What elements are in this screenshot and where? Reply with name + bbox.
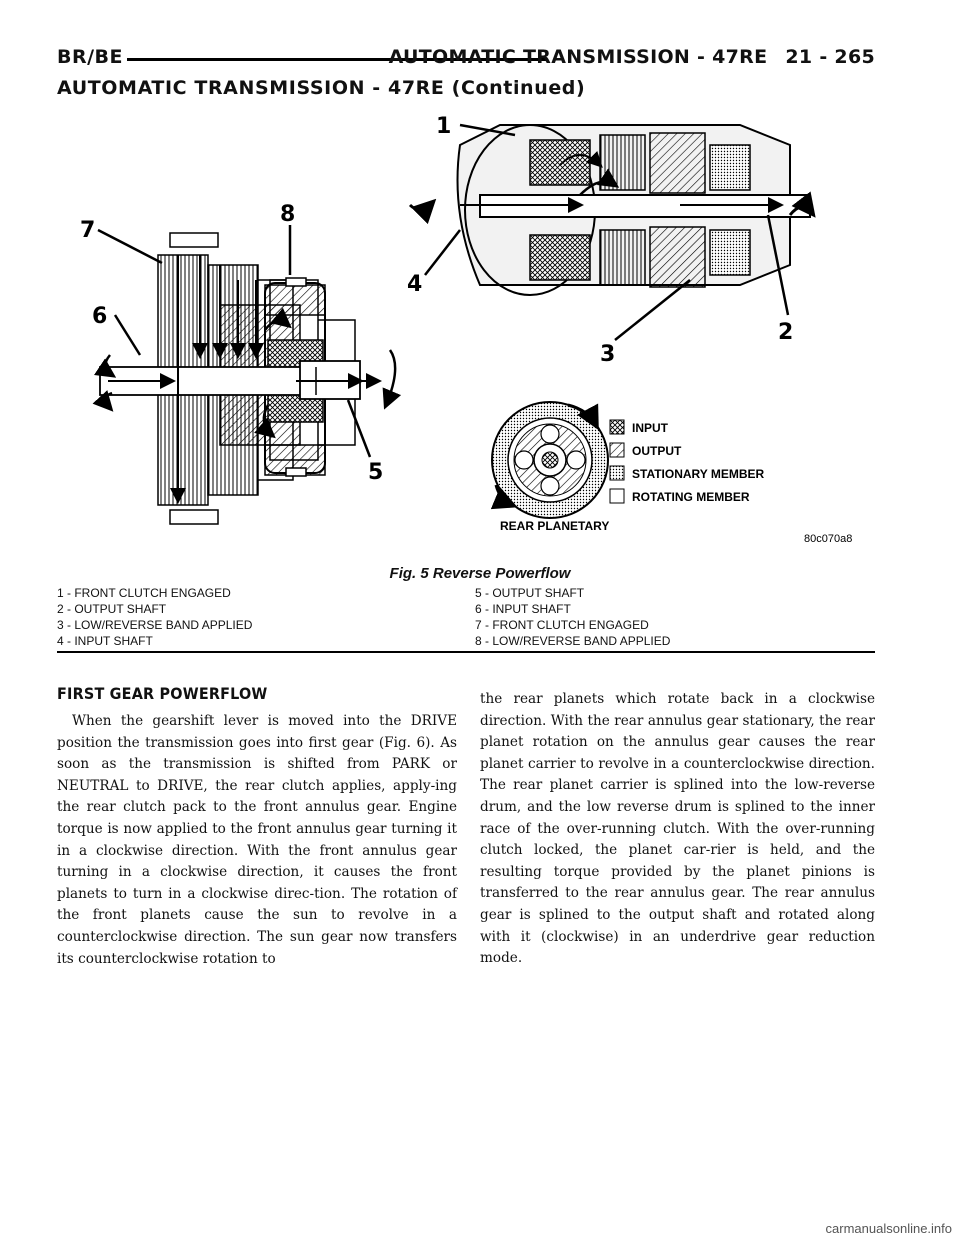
legend-item: 4 - INPUT SHAFT bbox=[57, 634, 153, 648]
legend-divider bbox=[57, 651, 875, 653]
callout-2: 2 bbox=[778, 320, 794, 345]
legend-item: 5 - OUTPUT SHAFT bbox=[475, 586, 585, 600]
legend-right-column bbox=[475, 585, 875, 649]
legend-item: 7 - FRONT CLUTCH ENGAGED bbox=[475, 618, 649, 632]
legend-item: 2 - OUTPUT SHAFT bbox=[57, 602, 167, 616]
header-section-code: BR/BE bbox=[57, 46, 124, 68]
page-header bbox=[57, 46, 875, 72]
callout-1: 1 bbox=[436, 114, 452, 139]
legend-item: 3 - LOW/REVERSE BAND APPLIED bbox=[57, 618, 253, 632]
rear-planetary-disc bbox=[492, 402, 608, 518]
callout-7: 7 bbox=[80, 218, 96, 243]
figure-code: 80c070a8 bbox=[804, 533, 853, 545]
key-input-label: INPUT bbox=[632, 421, 668, 435]
section-title: FIRST GEAR POWERFLOW bbox=[57, 684, 268, 703]
key-stationary-label: STATIONARY MEMBER bbox=[632, 467, 765, 481]
powerflow-illustration bbox=[60, 105, 870, 560]
figure-caption: Fig. 5 Reverse Powerflow bbox=[389, 565, 571, 582]
watermark: carmanualsonline.info bbox=[825, 1221, 952, 1236]
callout-5: 5 bbox=[368, 460, 384, 485]
stationary-swatch bbox=[610, 466, 624, 480]
rotating-swatch bbox=[610, 489, 624, 503]
key-rotating-label: ROTATING MEMBER bbox=[632, 490, 750, 504]
planetary-label: REAR PLANETARY bbox=[500, 519, 610, 533]
legend-item: 6 - INPUT SHAFT bbox=[475, 602, 571, 616]
callout-6: 6 bbox=[92, 304, 108, 329]
continued-title: AUTOMATIC TRANSMISSION - 47RE (Continued) bbox=[57, 77, 586, 99]
header-title: AUTOMATIC TRANSMISSION - 47RE bbox=[388, 46, 768, 68]
body-text-left: When the gearshift lever is moved into the DRIVE position the transmission goes into first gear (Fig. 6). As soon as the transmission is shifted from PARK or NEUTRAL to DRIVE, the rear clutch applies, apply-ing the rear clutch pack to the front annulus gear. Engine torque is now applied to the front annulus gear turning it in a clockwise direction. With the front annulus gear turning in a clockwise direction, it causes the front planets to turn in a clockwise direc-tion. The rotation of the front planets cause the sun to revolve in a counterclockwise direction. The sun gear now transfers its counterclockwise rotation to bbox=[57, 713, 457, 967]
output-swatch bbox=[610, 443, 624, 457]
callout-4: 4 bbox=[407, 272, 423, 297]
input-swatch bbox=[610, 420, 624, 434]
section-schematic bbox=[100, 233, 395, 524]
legend-item: 1 - FRONT CLUTCH ENGAGED bbox=[57, 586, 231, 600]
legend-left-column bbox=[57, 585, 457, 649]
legend-item: 8 - LOW/REVERSE BAND APPLIED bbox=[475, 634, 671, 648]
page-number: 21 - 265 bbox=[785, 46, 875, 68]
cutaway-illustration bbox=[410, 125, 812, 295]
header-title-block bbox=[389, 46, 875, 68]
callout-8: 8 bbox=[280, 202, 296, 227]
key-output-label: OUTPUT bbox=[632, 444, 682, 458]
reverse-powerflow-figure bbox=[60, 105, 870, 560]
body-text-right: the rear planets which rotate back in a clockwise direction. With the rear annulus gear stationary, the rear planet rotation on the annulus gear causes the rear planet carrier to revolve in a counterclockwise direction. The rear planet carrier is splined into the low-reverse drum, and the low reverse drum is splined to the inner race of the over-running clutch. With the over-running clutch locked, the planet car-rier is held, and the resulting torque provided by the planet pinions is transferred to the rear annulus gear. The rear annulus gear is splined to the output shaft and rotated along with it (clockwise) in an underdrive gear reduction mode. bbox=[480, 691, 875, 967]
callout-3: 3 bbox=[600, 342, 616, 367]
